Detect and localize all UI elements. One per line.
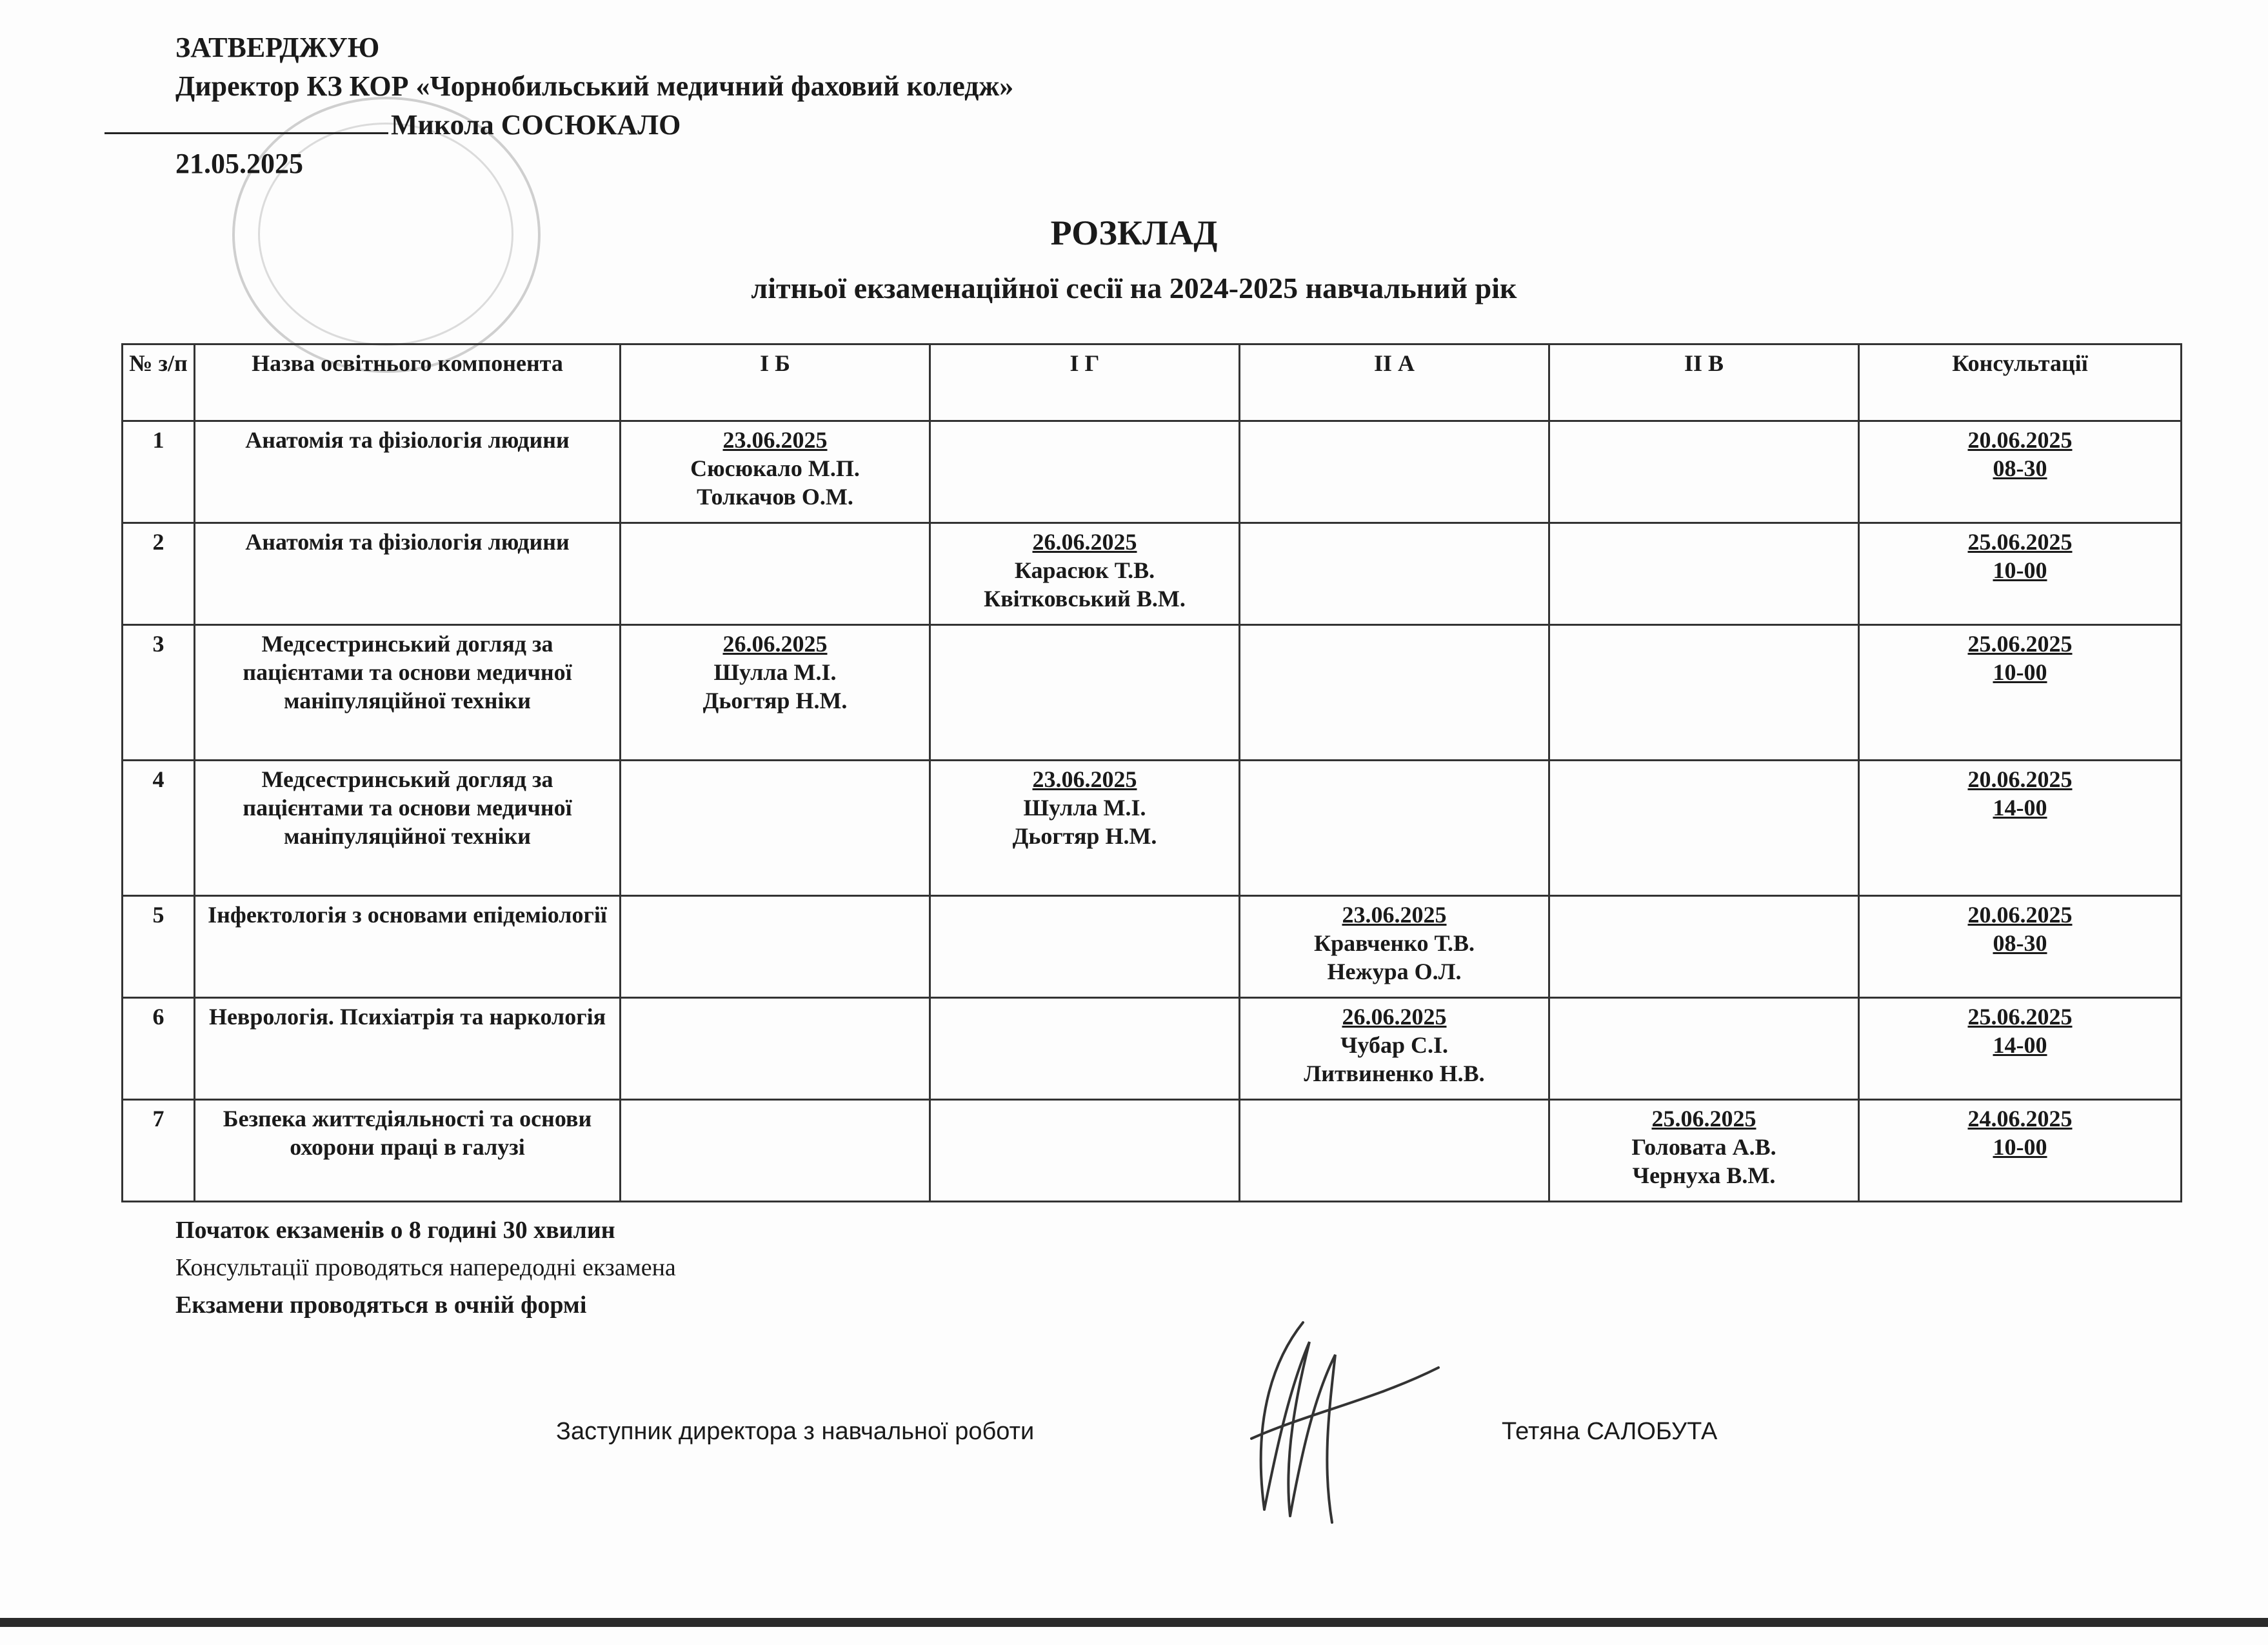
cell-num: 1 [123,421,195,523]
examiner-name: Кравченко Т.В. [1314,930,1475,956]
cell-exam-g4 [1549,421,1859,523]
exam-date: 25.06.2025 [1651,1106,1756,1132]
cell-exam-g3 [1240,896,1549,998]
header-group-2v: ІІ В [1549,344,1859,421]
table-row [123,1100,2182,1202]
cell-subject: Медсестринський догляд за пацієнтами та основи медичної маніпуляційної техніки [195,625,621,761]
exam-date: 26.06.2025 [1032,529,1137,555]
cell-consultation [1859,1100,2182,1202]
page-title: РОЗКЛАД [1050,214,1218,252]
table-header-row [123,344,2182,421]
examiner-name: Шулла М.І. [713,659,837,685]
approval-block [175,28,1013,183]
cell-num: 7 [123,1100,195,1202]
handwritten-signature [1206,1316,1451,1535]
director-signature-line [175,106,1013,145]
examiner-name: Литвиненко Н.В. [1304,1061,1485,1086]
consultation-time: 10-00 [1993,557,2047,583]
cell-consultation [1859,625,2182,761]
deputy-role: Заступник директора з навчальної роботи [556,1418,1035,1445]
cell-consultation [1859,761,2182,896]
cell-num: 6 [123,998,195,1100]
cell-exam-g3 [1240,1100,1549,1202]
director-name: Микола СОСЮКАЛО [391,109,681,141]
cell-num: 2 [123,523,195,625]
cell-exam-g4 [1549,523,1859,625]
cell-exam-g2 [930,625,1240,761]
exam-date: 23.06.2025 [1032,766,1137,792]
cell-subject: Медсестринський догляд за пацієнтами та основи медичної маніпуляційної техніки [195,761,621,896]
cell-exam-g2 [930,421,1240,523]
cell-subject: Безпека життєдіяльності та основи охорони праці в галузі [195,1100,621,1202]
consultation-date: 20.06.2025 [1967,427,2073,453]
table-row [123,761,2182,896]
cell-exam-g2 [930,761,1240,896]
bottom-scan-edge [0,1618,2268,1627]
consultation-date: 20.06.2025 [1967,766,2073,792]
cell-exam-g1 [621,896,930,998]
table-row [123,421,2182,523]
cell-exam-g3 [1240,421,1549,523]
cell-consultation [1859,896,2182,998]
examiner-name: Дьогтяр Н.М. [702,688,848,713]
examiner-name: Головата А.В. [1631,1134,1776,1160]
cell-consultation [1859,998,2182,1100]
cell-num: 3 [123,625,195,761]
table-row [123,625,2182,761]
cell-exam-g2 [930,1100,1240,1202]
cell-exam-g4 [1549,998,1859,1100]
cell-subject: Анатомія та фізіологія людини [195,421,621,523]
cell-exam-g1 [621,625,930,761]
cell-consultation [1859,421,2182,523]
examiner-name: Шулла М.І. [1023,795,1146,821]
examiner-name: Нежура О.Л. [1327,959,1462,984]
cell-subject: Неврологія. Психіатрія та наркологія [195,998,621,1100]
cell-exam-g4 [1549,625,1859,761]
cell-exam-g2 [930,523,1240,625]
exam-date: 26.06.2025 [722,631,828,657]
cell-exam-g4 [1549,1100,1859,1202]
exam-date: 23.06.2025 [1342,902,1447,928]
consultation-date: 25.06.2025 [1967,1004,2073,1030]
notes-block [175,1211,676,1324]
cell-num: 5 [123,896,195,998]
cell-subject: Інфектологія з основами епідеміології [195,896,621,998]
cell-exam-g4 [1549,896,1859,998]
director-position: Директор КЗ КОР «Чорнобильський медичний фаховий коледж» [175,70,1014,102]
table-row [123,523,2182,625]
approval-date: 21.05.2025 [175,148,303,179]
table-body [123,421,2182,1202]
cell-exam-g3 [1240,523,1549,625]
note-consultations: Консультації проводяться напередодні екзамена [175,1254,676,1281]
cell-exam-g1 [621,998,930,1100]
cell-consultation [1859,523,2182,625]
cell-exam-g3 [1240,625,1549,761]
examiner-name: Карасюк Т.В. [1014,557,1155,583]
consultation-time: 14-00 [1993,1032,2047,1058]
cell-exam-g3 [1240,998,1549,1100]
header-group-1g: І Г [930,344,1240,421]
cell-exam-g2 [930,896,1240,998]
cell-exam-g1 [621,421,930,523]
consultation-time: 08-30 [1993,930,2047,956]
note-exam-start: Початок екзаменів о 8 годині 30 хвилин [175,1217,615,1244]
cell-exam-g4 [1549,761,1859,896]
header-group-2a: ІІ А [1240,344,1549,421]
cell-num: 4 [123,761,195,896]
consultation-time: 10-00 [1993,659,2047,685]
examiner-name: Квітковський В.М. [984,586,1186,612]
cell-exam-g1 [621,1100,930,1202]
deputy-name: Тетяна САЛОБУТА [1502,1418,1718,1445]
cell-exam-g2 [930,998,1240,1100]
consultation-date: 24.06.2025 [1967,1106,2073,1132]
signature-underline [104,132,388,134]
cell-exam-g1 [621,761,930,896]
header-group-1b: І Б [621,344,930,421]
exam-date: 23.06.2025 [722,427,828,453]
exam-date: 26.06.2025 [1342,1004,1447,1030]
examiner-name: Толкачов О.М. [697,484,853,510]
consultation-time: 14-00 [1993,795,2047,821]
header-num: № з/п [123,344,195,421]
examiner-name: Сюсюкало М.П. [690,455,860,481]
note-exam-form: Екзамени проводяться в очній формі [175,1291,587,1319]
table-row [123,896,2182,998]
cell-subject: Анатомія та фізіологія людини [195,523,621,625]
consultation-time: 08-30 [1993,455,2047,481]
examiner-name: Чубар С.І. [1340,1032,1448,1058]
exam-schedule-table [121,343,2182,1202]
header-consultations: Консультації [1859,344,2182,421]
cell-exam-g3 [1240,761,1549,896]
consultation-date: 25.06.2025 [1967,631,2073,657]
cell-exam-g1 [621,523,930,625]
examiner-name: Чернуха В.М. [1632,1162,1776,1188]
table-row [123,998,2182,1100]
header-subject: Назва освітнього компонента [195,344,621,421]
consultation-date: 20.06.2025 [1967,902,2073,928]
examiner-name: Дьогтяр Н.М. [1012,823,1157,849]
approve-word: ЗАТВЕРДЖУЮ [175,32,380,63]
page-subtitle: літньої екзаменаційної сесії на 2024-2025 навчальний рік [751,272,1517,304]
consultation-date: 25.06.2025 [1967,529,2073,555]
consultation-time: 10-00 [1993,1134,2047,1160]
